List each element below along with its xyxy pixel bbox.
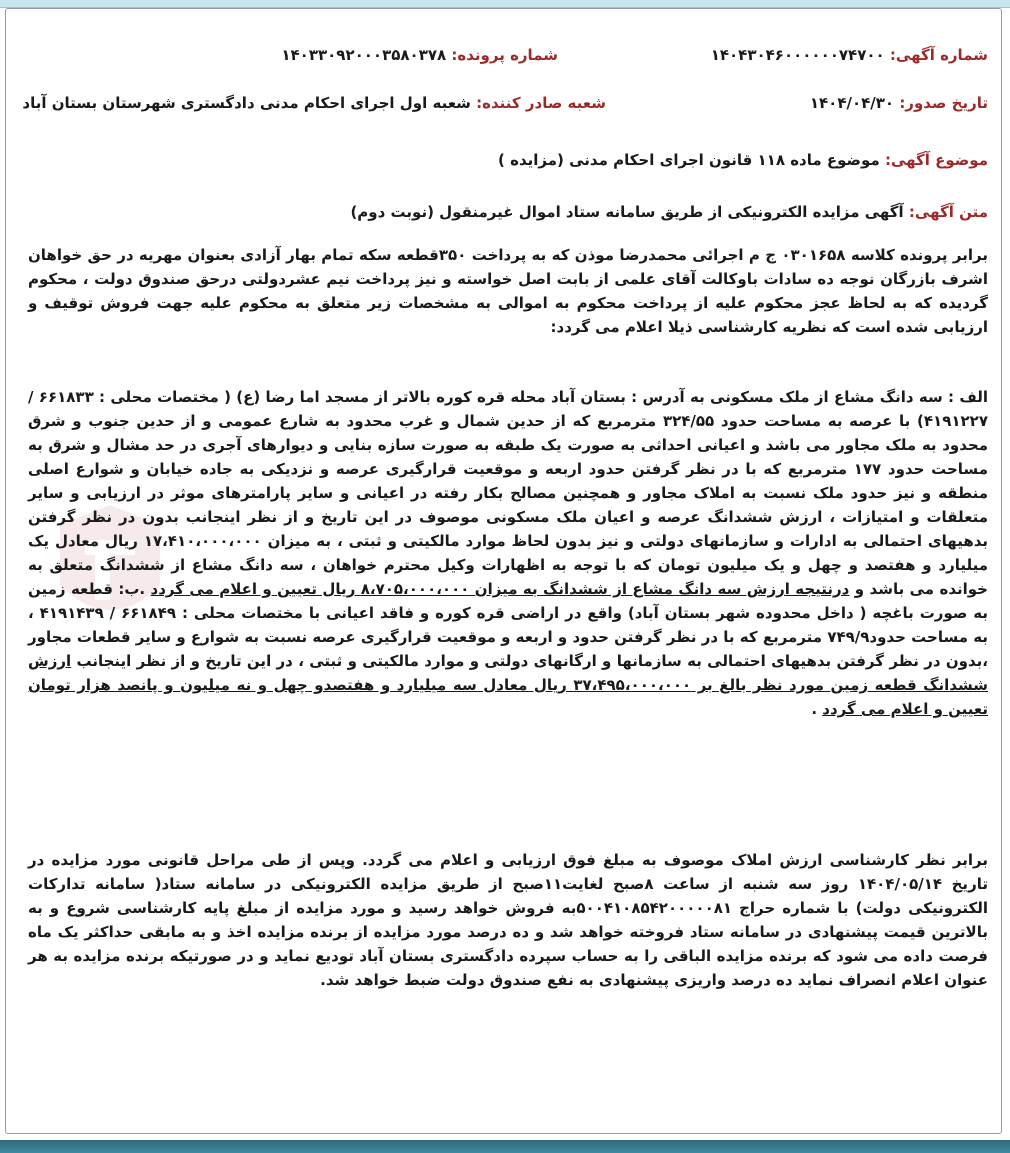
valuation-result-b: ارزش ششدانگ قطعه زمین مورد نظر بالغ بر ۳۷،۴۹۵،۰۰۰،۰۰۰ ریال معادل سه میلیارد و هفتصدو چهل و نه میلیون و پانصد هزار تومان تعیین و اعلام می گردد bbox=[28, 652, 988, 718]
bottom-bar bbox=[0, 1140, 1010, 1153]
ad-number-value: ۱۴۰۴۳۰۴۶۰۰۰۰۰۰۷۴۷۰۰ bbox=[710, 46, 885, 64]
valuation-part-a: الف : سه دانگ مشاع از ملک مسکونی به آدرس : بستان آباد محله قره کوره بالاتر از مسجد اما رضا (ع) ( مختصات محلی : ۶۶۱۸۳۳ / ۴۱۹۱۲۲۷) با عرصه به مساحت حدود ۳۲۴/۵۵ مترمربع که از حدین شمال و غرب محدود به شارع عمومی و از حدین جنوب و شرق محدود به ملک مجاور می باشد و اعیانی احداثی به صورت یک طبقه به صورت سازه بنایی و دیوارهای آجری در حد مشال و شرق به مساحت حدود ۱۷۷ مترمربع که با در نظر گرفتن حدود اربعه و موقعیت قرارگیری عرصه و نزدیکی به جاده خیابان و شوارع اصلی منطقه و نیز حدود ملک نسبت به املاک مجاور و همچنین مصالح بکار رفته در اعیانی و سایر پارامترهای موثر در ارزیابی و سایر متعلقات و امتیازات ، ارزش ششدانگ عرصه و اعیان ملک مسکونی موصوف در این تاریخ و از نظر اینجانب بدون در نظر گرفتن بدهیهای احتمالی به ادارات و سازمانهای دولتی و نیز بدون لحاظ موارد مالکیتی و ثبتی ، به میزان ۱۷،۴۱۰،۰۰۰،۰۰۰ ریال معادل یک میلیارد و هفتصد و چهل و یک میلیون تومان که با توجه به اظهارات وکیل محترم خواهان ، سه دانگ مشاع از ششدانگ متعلق به خوانده می باشد و bbox=[28, 388, 989, 598]
subject-row bbox=[498, 151, 988, 169]
case-number-value: ۱۴۰۳۳۰۹۲۰۰۰۳۵۸۰۳۷۸ bbox=[281, 46, 447, 64]
notice-text-label: متن آگهی: bbox=[908, 203, 988, 221]
valuation-result-a: درنتیجه ارزش سه دانگ مشاع از ششدانگ به میزان ۸،۷۰۵،۰۰۰،۰۰۰ ریال تعیین و اعلام می گردد bbox=[150, 580, 850, 598]
ad-number-label: شماره آگهی: bbox=[889, 46, 988, 64]
case-number-row bbox=[281, 46, 558, 64]
notice-text-value: آگهی مزایده الکترونیکی از طریق سامانه ستاد اموال غیرمنقول (نوبت دوم) bbox=[350, 203, 904, 221]
case-number-label: شماره پرونده: bbox=[451, 46, 558, 64]
paragraph-auction bbox=[28, 848, 988, 992]
paragraph-valuation bbox=[28, 385, 988, 721]
paragraph-auction-text: برابر نظر کارشناسی ارزش املاک موصوف به مبلغ فوق ارزیابی و اعلام می گردد. وپس از طی مراحل قانونی مورد مزایده در تاریخ ۱۴۰۴/۰۵/۱۴ روز سه شنبه از ساعت ۸صبح لغایت۱۱صبح از طریق مزایده الکترونیکی در سامانه ستاد( سامانه تدارکات الکترونیکی دولت) با شماره حراج ۵۰۰۴۱۰۸۵۴۲۰۰۰۰۰۸۱به فروش خواهد رسید و مورد مزایده از مبلغ پایه کارشناسی شروع و به بالاترین قیمت پیشنهادی در سامانه ستاد فروخته خواهد شد و ده درصد مورد مزایده از برنده مزایده اخذ و به مابقی حداکثر یک ماه فرصت داده می شود که برنده مزایده الباقی را به حساب سپرده دادگستری بستان آباد تودیع نماید و در صورتیکه برنده مزایده به هر عنوان اعلام انصراف نماید ده درصد واریزی پیشنهادی به نفع صندوق دولت ضبط خواهد شد. bbox=[28, 851, 989, 989]
issue-date-label: تاریخ صدور: bbox=[899, 94, 988, 112]
ad-number-row bbox=[711, 46, 988, 64]
notice-text-row bbox=[350, 203, 988, 221]
paragraph-case bbox=[28, 243, 988, 339]
paragraph-valuation-text bbox=[28, 385, 988, 721]
issuing-branch-value: شعبه اول اجرای احکام مدنی دادگستری شهرستان بستان آباد bbox=[22, 94, 471, 112]
valuation-part-b: .ب: قطعه زمین به صورت باغچه ( داخل محدوده شهر بستان آباد) واقع در اراضی قره کوره و فاقد اعیانی با مختصات محلی : ۶۶۱۸۴۹ / ۴۱۹۱۴۳۹ ، به مساحت حدود۷۴۹/۹ مترمربع که با در نظر گرفتن حدود و اربعه و موقعیت قرارگیری عرصه نسبت به شوارع و سایر قطعات مجاور ،بدون در نظر گرفتن بدهیهای احتمالی به سازمانها و ارگانهای دولتی و موارد مالکیتی و ثبتی ، در این تاریخ و از نظر اینجانب bbox=[28, 580, 989, 670]
issue-date-value: ۱۴۰۴/۰۴/۳۰ bbox=[809, 94, 895, 112]
top-strip bbox=[0, 0, 1010, 8]
subject-label: موضوع آگهی: bbox=[884, 151, 988, 169]
issuing-branch-row bbox=[22, 94, 606, 112]
issue-date-row bbox=[810, 94, 988, 112]
subject-value: موضوع ماده ۱۱۸ قانون اجرای احکام مدنی (مزایده ) bbox=[498, 151, 880, 169]
issuing-branch-label: شعبه صادر کننده: bbox=[476, 94, 606, 112]
valuation-end: . bbox=[811, 700, 823, 718]
paragraph-case-text: برابر پرونده کلاسه ۰۳۰۱۶۵۸ ج م اجرائی محمدرضا موذن که به پرداخت ۳۵۰قطعه سکه تمام بهار آزادی بعنوان مهریه در حق خواهان اشرف بازرگان نوجه ده سادات باوکالت آقای علمی از بابت اصل خواسته و نیز پرداخت نیم عشردولتی درحق صندوق دولت ، محکوم گردیده که به لحاظ عجز محکوم علیه از پرداخت محکوم به اموالی به مشخصات زیر متعلق به محکوم علیه جهت فروش توقیف و ارزیابی شده است که نظریه کارشناسی ذیلا اعلام می گردد: bbox=[28, 246, 988, 336]
